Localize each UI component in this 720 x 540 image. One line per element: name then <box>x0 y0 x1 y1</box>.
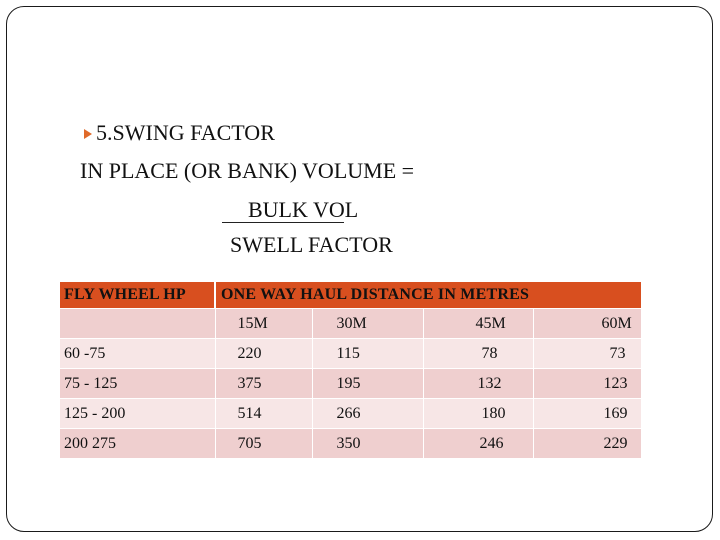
subheader-cell: 60M <box>533 309 641 339</box>
table-cell: 60 -75 <box>60 339 215 369</box>
table-cell: 78 <box>423 339 533 369</box>
table-cell: 200 275 <box>60 429 215 459</box>
table-cell: 266 <box>312 399 423 429</box>
subheader-cell: 30M <box>312 309 423 339</box>
table-cell: 350 <box>312 429 423 459</box>
table-cell: 169 <box>533 399 641 429</box>
formula-line: IN PLACE (OR BANK) VOLUME = <box>80 158 415 183</box>
table-row <box>60 429 641 459</box>
subheader-cell: 45M <box>423 309 533 339</box>
table-cell: 125 - 200 <box>60 399 215 429</box>
table-subheader-row <box>60 309 641 339</box>
table-row <box>60 339 641 369</box>
table-cell: 195 <box>312 369 423 399</box>
table-cell: 73 <box>533 339 641 369</box>
table-cell: 246 <box>423 429 533 459</box>
header-fly-wheel-hp: FLY WHEEL HP <box>60 282 215 309</box>
table-cell: 705 <box>215 429 312 459</box>
subheader-cell: 15M <box>215 309 312 339</box>
bullet-arrow-icon <box>84 129 92 139</box>
table-row <box>60 369 641 399</box>
formula-denominator: SWELL FACTOR <box>230 232 393 257</box>
table-cell: 75 - 125 <box>60 369 215 399</box>
table-cell: 375 <box>215 369 312 399</box>
table-header-row <box>60 282 641 309</box>
table-cell: 229 <box>533 429 641 459</box>
heading <box>84 120 275 146</box>
table-cell: 132 <box>423 369 533 399</box>
formula-numerator: BULK VOL <box>248 197 359 222</box>
header-haul-distance: ONE WAY HAUL DISTANCE IN METRES <box>215 282 641 309</box>
heading-text: 5.SWING FACTOR <box>96 120 275 145</box>
table-cell: 514 <box>215 399 312 429</box>
fraction-bar <box>222 222 344 223</box>
table-cell: 115 <box>312 339 423 369</box>
table-row <box>60 399 641 429</box>
haul-distance-table <box>60 282 641 458</box>
table-cell: 220 <box>215 339 312 369</box>
table-cell: 180 <box>423 399 533 429</box>
subheader-cell <box>60 309 215 339</box>
table-cell: 123 <box>533 369 641 399</box>
